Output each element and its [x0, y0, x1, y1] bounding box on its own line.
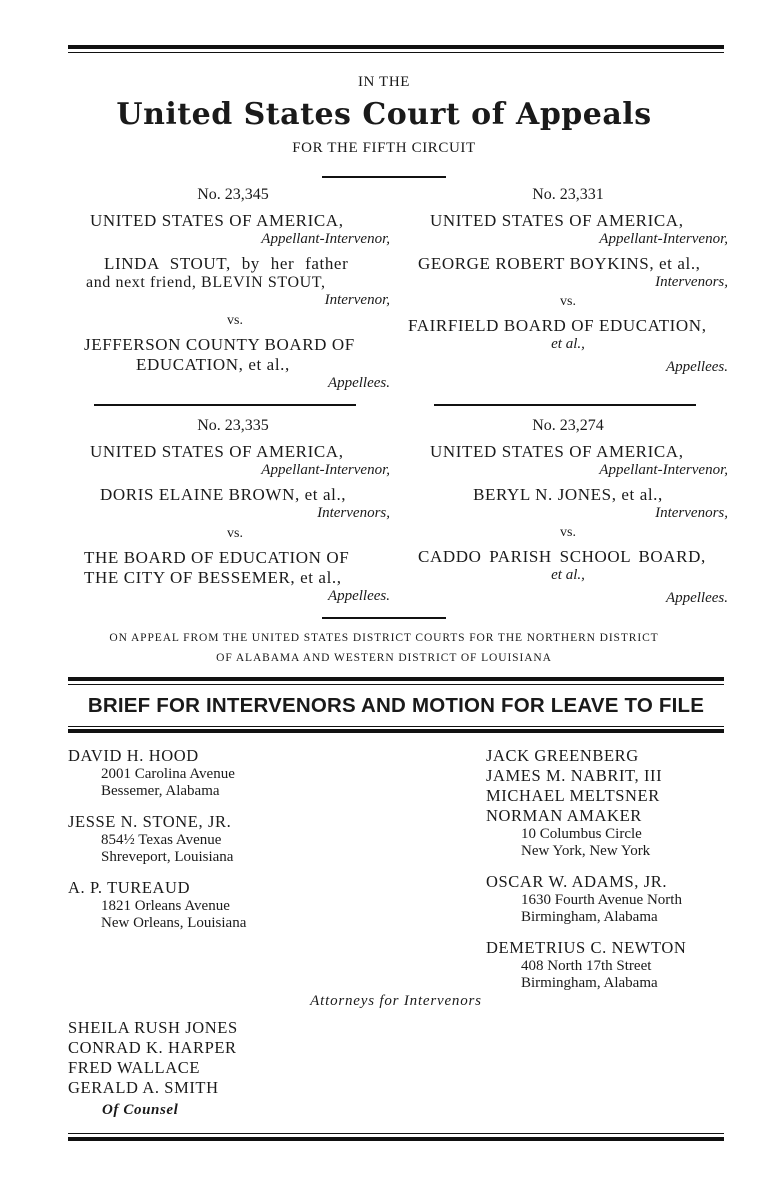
appellee-role: Appellees. [665, 590, 728, 606]
attorney-address-line2: Bessemer, Alabama [101, 783, 220, 799]
attorney-newton [486, 938, 736, 992]
counsel-name: FRED WALLACE [68, 1058, 201, 1077]
case-23274 [408, 417, 728, 607]
attorney-name: DAVID H. HOOD [68, 746, 199, 765]
appellee-line1: THE BOARD OF EDUCATION OF [84, 548, 350, 567]
attorneys-for-label: Attorneys for Intervenors [310, 993, 482, 1009]
attorney-stone [68, 812, 368, 866]
case-number: No. 23,331 [532, 186, 604, 203]
attorney-name: MICHAEL MELTSNER [486, 786, 660, 805]
attorney-group-nyc [486, 746, 736, 860]
in-the-line: IN THE [357, 74, 411, 90]
attorneys-left [68, 746, 368, 932]
attorney-name: JAMES M. NABRIT, III [486, 766, 663, 785]
attorney-address-line2: Shreveport, Louisiana [101, 849, 234, 865]
appeal-note-line1: ON APPEAL FROM THE UNITED STATES DISTRICT COURTS FOR THE NORTHERN DISTRICT [109, 632, 659, 644]
attorney-name: JACK GREENBERG [486, 746, 639, 765]
top-rule-thin [68, 52, 724, 53]
attorney-address-line2: Birmingham, Alabama [521, 975, 658, 991]
versus: vs. [560, 525, 576, 540]
case-number: No. 23,335 [197, 417, 269, 434]
appellee-role: Appellees. [327, 588, 390, 604]
intervenor-role: Intervenor, [324, 292, 390, 308]
title-rule-top-thick [68, 677, 724, 681]
case-23331 [408, 186, 728, 376]
intervenor-line2: and next friend, BLEVIN STOUT, [86, 274, 326, 291]
attorney-name: DEMETRIUS C. NEWTON [486, 938, 687, 957]
case-23335 [80, 417, 390, 605]
appellee-line2: et al., [551, 567, 585, 583]
attorney-address-line1: 1821 Orleans Avenue [101, 898, 230, 914]
attorney-address-line2: New York, New York [521, 843, 651, 859]
appellant-role: Appellant-Intervenor, [599, 231, 728, 247]
title-rule-top-thin [68, 684, 724, 685]
brief-title: BRIEF FOR INTERVENORS AND MOTION FOR LEAVE TO FILE [87, 694, 705, 717]
intervenor-role: Intervenors, [317, 505, 390, 521]
attorneys-right [486, 746, 736, 992]
attorney-hood [68, 746, 368, 800]
intervenor-line1: DORIS ELAINE BROWN, et al., [100, 485, 347, 504]
versus: vs. [560, 294, 576, 309]
appellant-name: UNITED STATES OF AMERICA, [90, 442, 344, 461]
counsel-name: SHEILA RUSH JONES [68, 1018, 238, 1037]
court-name: United States Court of Appeals [116, 97, 652, 132]
title-rule-bottom-thick [68, 729, 724, 733]
appellee-line2: et al., [551, 336, 585, 352]
title-rule-bottom-thin [68, 726, 724, 727]
appellee-line2: THE CITY OF BESSEMER, et al., [84, 568, 342, 587]
attorney-address-line1: 2001 Carolina Avenue [101, 766, 235, 782]
bottom-rule-thin [68, 1133, 724, 1134]
versus: vs. [227, 526, 243, 541]
intervenor-line1: LINDA STOUT, by her father [104, 254, 349, 273]
attorney-name: NORMAN AMAKER [486, 806, 642, 825]
intervenor-line1: BERYL N. JONES, et al., [473, 485, 663, 504]
attorney-tureaud [68, 878, 368, 932]
appeal-note-line2: OF ALABAMA AND WESTERN DISTRICT OF LOUISIANA [216, 652, 552, 664]
case-number: No. 23,274 [532, 417, 604, 434]
intervenor-role: Intervenors, [655, 505, 728, 521]
attorney-address-line1: 854½ Texas Avenue [101, 832, 222, 848]
versus: vs. [227, 313, 243, 328]
counsel-name: CONRAD K. HARPER [68, 1038, 237, 1057]
appellant-name: UNITED STATES OF AMERICA, [430, 211, 684, 230]
attorney-address-line2: New Orleans, Louisiana [101, 915, 247, 931]
bottom-rule-thick [68, 1137, 724, 1141]
appellant-role: Appellant-Intervenor, [261, 462, 390, 478]
attorney-adams [486, 872, 736, 926]
appellant-name: UNITED STATES OF AMERICA, [430, 442, 684, 461]
case-number: No. 23,345 [197, 186, 269, 203]
attorney-name: JESSE N. STONE, JR. [68, 812, 232, 831]
case-divider-left [94, 404, 356, 406]
appellant-role: Appellant-Intervenor, [599, 462, 728, 478]
appellant-role: Appellant-Intervenor, [261, 231, 390, 247]
counsel-name: GERALD A. SMITH [68, 1078, 219, 1097]
attorney-name: A. P. TUREAUD [68, 878, 191, 897]
header-divider [322, 176, 446, 178]
case-divider-right [434, 404, 696, 406]
attorney-address-line1: 10 Columbus Circle [521, 826, 642, 842]
appellee-line1: JEFFERSON COUNTY BOARD OF [84, 335, 355, 354]
appellee-line1: FAIRFIELD BOARD OF EDUCATION, [408, 316, 707, 335]
appellee-line1: CADDO PARISH SCHOOL BOARD, [418, 547, 706, 566]
attorney-name: OSCAR W. ADAMS, JR. [486, 872, 668, 891]
of-counsel-label: Of Counsel [102, 1102, 179, 1118]
intervenor-role: Intervenors, [655, 274, 728, 290]
appellee-role: Appellees. [327, 375, 390, 391]
appellee-line2: EDUCATION, et al., [136, 355, 290, 374]
attorney-address-line1: 408 North 17th Street [521, 958, 652, 974]
appeal-divider [322, 617, 446, 619]
appellee-role: Appellees. [665, 359, 728, 375]
intervenor-line1: GEORGE ROBERT BOYKINS, et al., [418, 254, 701, 273]
appellant-name: UNITED STATES OF AMERICA, [90, 211, 344, 230]
circuit-line: FOR THE FIFTH CIRCUIT [292, 140, 476, 156]
top-rule-thick [68, 45, 724, 49]
attorney-address-line1: 1630 Fourth Avenue North [521, 892, 682, 908]
of-counsel-block [68, 1018, 368, 1119]
case-23345 [80, 186, 390, 392]
attorney-address-line2: Birmingham, Alabama [521, 909, 658, 925]
